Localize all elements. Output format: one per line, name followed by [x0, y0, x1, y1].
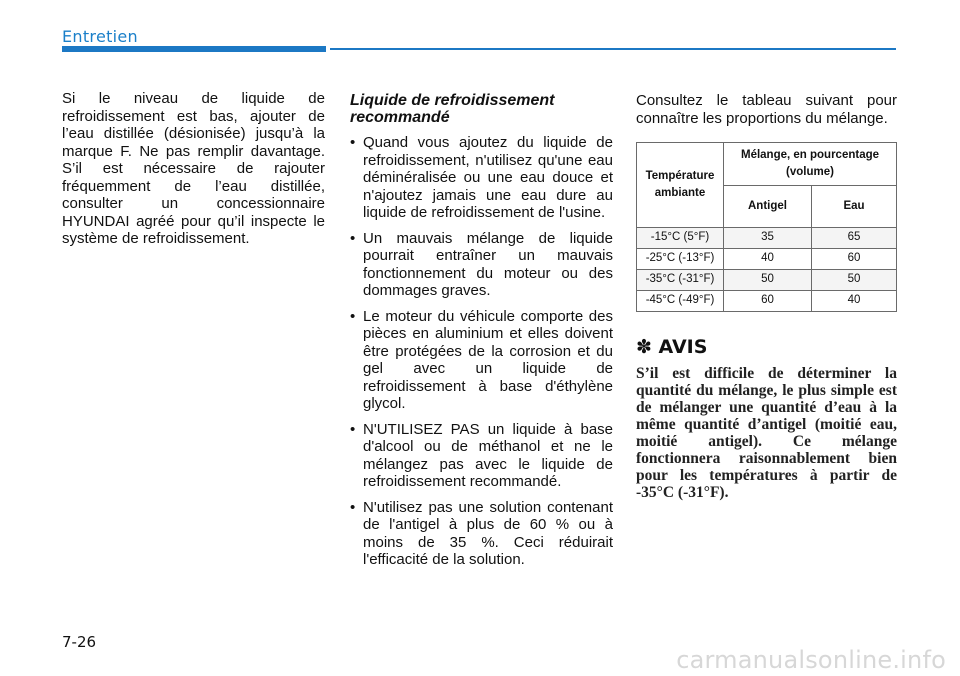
coolant-level-paragraph: Si le niveau de liquide de refroidissement est bas, ajouter de l’eau distillée (désionisée) jusqu’à la marque F. Ne pas remplir davantage. S’il est nécessaire de rajouter fréquemment de l’eau distillée, consulter un concessionnaire HYUNDAI agréé pour qu’il inspecte le système de refroidissement.	[62, 90, 325, 247]
column-1	[62, 90, 325, 248]
bullet-icon: •	[350, 229, 356, 247]
table-row: -15°C (5°F) 35 65	[637, 228, 897, 249]
bullet-icon: •	[350, 420, 356, 438]
section-title: Entretien	[62, 27, 138, 46]
asterisk-icon: ✽	[636, 336, 652, 358]
list-item: • Quand vous ajoutez du liquide de refroidissement, n'utilisez qu'une eau déminéralisée ou une eau douce et n'ajoutez jamais une eau dure au liquide de refroidissement de l'usine.	[350, 134, 613, 221]
table-intro-paragraph: Consultez le tableau suivant pour connaître les proportions du mélange.	[636, 92, 897, 127]
list-item: • Le moteur du véhicule comporte des pièces en aluminium et elles doivent être protégées de la corrosion et du gel avec un liquide de refroidissement à base d'éthylène glycol.	[350, 307, 613, 412]
header-rule-thick	[62, 46, 326, 52]
avis-label: AVIS	[658, 336, 708, 358]
column-3	[636, 92, 897, 501]
col-header-antigel: Antigel	[724, 186, 812, 228]
table-row: -45°C (-49°F) 60 40	[637, 291, 897, 312]
recommended-coolant-heading: Liquide de refroidissement recommandé	[350, 92, 555, 126]
bullet-icon: •	[350, 307, 356, 325]
bullet-icon: •	[350, 134, 356, 151]
table-header-row	[637, 143, 897, 186]
table-row: -35°C (-31°F) 50 50	[637, 270, 897, 291]
list-item: • Un mauvais mélange de liquide pourrait entraîner un mauvais fonctionnement du moteur ou des dommages graves.	[350, 229, 613, 299]
coolant-mix-table	[636, 142, 897, 312]
bullet-icon: •	[350, 498, 356, 516]
list-item: • N'utilisez pas une solution contenant de l'antigel à plus de 60 % ou à moins de 35 %. Ceci réduirait l'efficacité de la solution.	[350, 498, 613, 568]
column-2	[350, 92, 613, 577]
coolant-bullet-list	[350, 134, 613, 569]
col-header-temperature: Température ambiante	[637, 143, 724, 228]
col-header-eau: Eau	[812, 186, 897, 228]
list-item: • N'UTILISEZ PAS un liquide à base d'alcool ou de méthanol et ne le mélangez pas avec le liquide de refroidissement recommandé.	[350, 420, 613, 490]
avis-text: S’il est difficile de déterminer la quantité du mélange, le plus simple est de mélanger une quantité d’eau à la même quantité d’antigel (moitié eau, moitié antigel). Ce mélange fonctionnera raisonnablement bien pour les températures à partir de -35°C (-31°F).	[636, 365, 897, 501]
page-number: 7-26	[62, 633, 97, 651]
watermark: carmanualsonline.info	[676, 646, 946, 674]
header-rule-thin	[330, 48, 896, 50]
col-header-mix: Mélange, en pourcentage (volume)	[724, 143, 897, 186]
avis-title	[636, 336, 897, 358]
table-row: -25°C (-13°F) 40 60	[637, 249, 897, 270]
